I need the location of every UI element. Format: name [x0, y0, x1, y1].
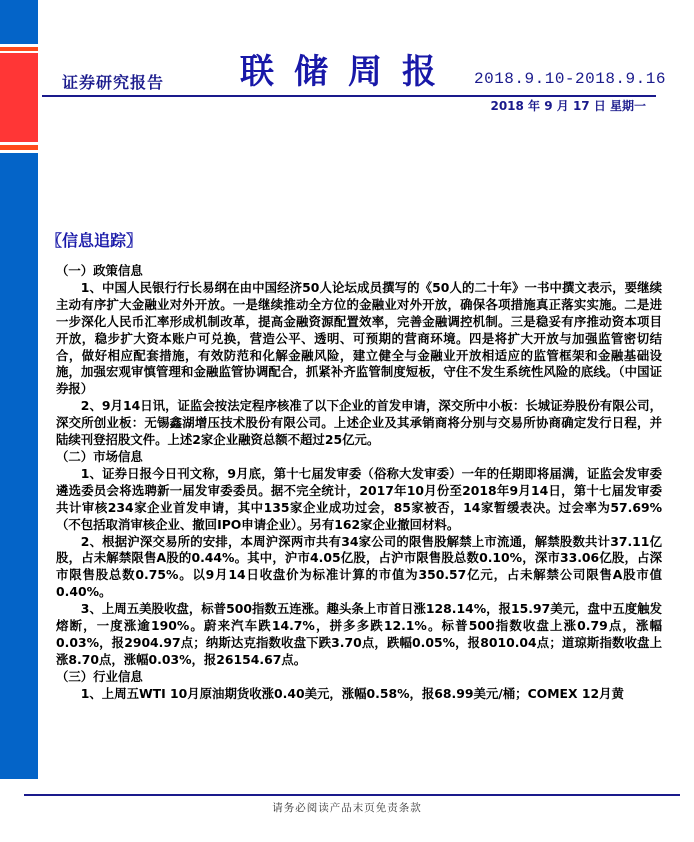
paragraph: 3、上周五美股收盘，标普500指数五连涨。趣头条上市首日涨128.14%，报15.97美元，盘中五度触发熔断，一度涨逾190%。蔚来汽车跌14.7%，拼多多跌12.1%。标普500指数收盘上涨0.79点，涨幅0.03%，报2904.97点；纳斯达克指数收盘下跌3.70点，跌幅0.05%，报8010.04点；道琼斯指数收盘上涨8.70点，涨幅0.03%，报26154.67点。	[56, 601, 662, 667]
article-body	[56, 263, 662, 703]
subsection-title: （二）市场信息	[56, 448, 143, 464]
subsection-title: （三）行业信息	[56, 668, 143, 684]
report-title: 联储周报	[240, 52, 456, 92]
section-heading: 〖信息追踪〗	[46, 231, 143, 250]
sidebar-blue-block-top	[0, 0, 38, 44]
paragraph: 2、根据沪深交易所的安排，本周沪深两市共有34家公司的限售股解禁上市流通，解禁股数共计37.11亿股，占未解禁限售A股的0.44%。其中，沪市4.05亿股，占沪市限售股总数0.10%，深市33.06亿股，占深市限售股总数0.75%。以9月14日收盘价为标准计算的市值为350.57亿元，占未解禁公司限售A股市值0.40%。	[56, 533, 662, 600]
report-date-range: 2018.9.10-2018.9.16	[474, 70, 666, 88]
paragraph: 1、证券日报今日刊文称，9月底，第十七届发审委（俗称大发审委）一年的任期即将届满，证监会发审委遴选委员会将选聘新一届发审委委员。据不完全统计，2017年10月份至2018年9月14日，第十七届发审委共计审核234家企业首发申请，其中135家企业成功过会，85家被否，14家暂缓表决。过会率为57.69%（不包括取消审核企业、撤回IPO申请企业）。另有162家企业撤回材料。	[56, 465, 662, 532]
sidebar-orange-stripe	[0, 47, 38, 51]
subsection-title: （一）政策信息	[56, 263, 143, 278]
footer-divider	[24, 794, 680, 796]
sidebar-orange-stripe	[0, 145, 38, 150]
publish-date: 2018 年 9 月 17 日 星期一	[490, 99, 646, 113]
sidebar-blue-block-main	[0, 153, 38, 779]
footer-disclaimer: 请务必阅读产品末页免责条款	[272, 802, 422, 814]
sidebar-red-block	[0, 53, 38, 142]
report-type-label: 证券研究报告	[62, 73, 165, 92]
paragraph: 2、9月14日讯，证监会按法定程序核准了以下企业的首发申请，深交所中小板：长城证券股份有限公司，深交所创业板：无锡鑫湖增压技术股份有限公司。上述企业及其承销商将分别与交易所协商确定发行日程，并陆续刊登招股文件。上述2家企业融资总额不超过25亿元。	[56, 398, 662, 448]
paragraph: 1、中国人民银行行长易纲在由中国经济50人论坛成员撰写的《50人的二十年》一书中撰文表示，要继续主动有序扩大金融业对外开放。一是继续推动全方位的金融业对外开放，确保各项措施真正落实实施。二是进一步深化人民币汇率形成机制改革，提高金融资源配置效率，完善金融调控机制。三是稳妥有序推动资本项目开放，稳步扩大资本账户可兑换，营造公平、透明、可预期的营商环境。四是将扩大开放与加强监管密切结合，做好相应配套措施，有效防范和化解金融风险，建立健全与金融业开放相适应的监管框架和金融基础设施，加强宏观审慎管理和金融监管协调配合，抓紧补齐监管制度短板，守住不发生系统性风险的底线。（中国证券报）	[56, 279, 662, 397]
paragraph: 1、上周五WTI 10月原油期货收涨0.40美元，涨幅0.58%，报68.99美元/桶；COMEX 12月黄	[80, 685, 624, 701]
decorative-sidebar	[0, 0, 38, 842]
